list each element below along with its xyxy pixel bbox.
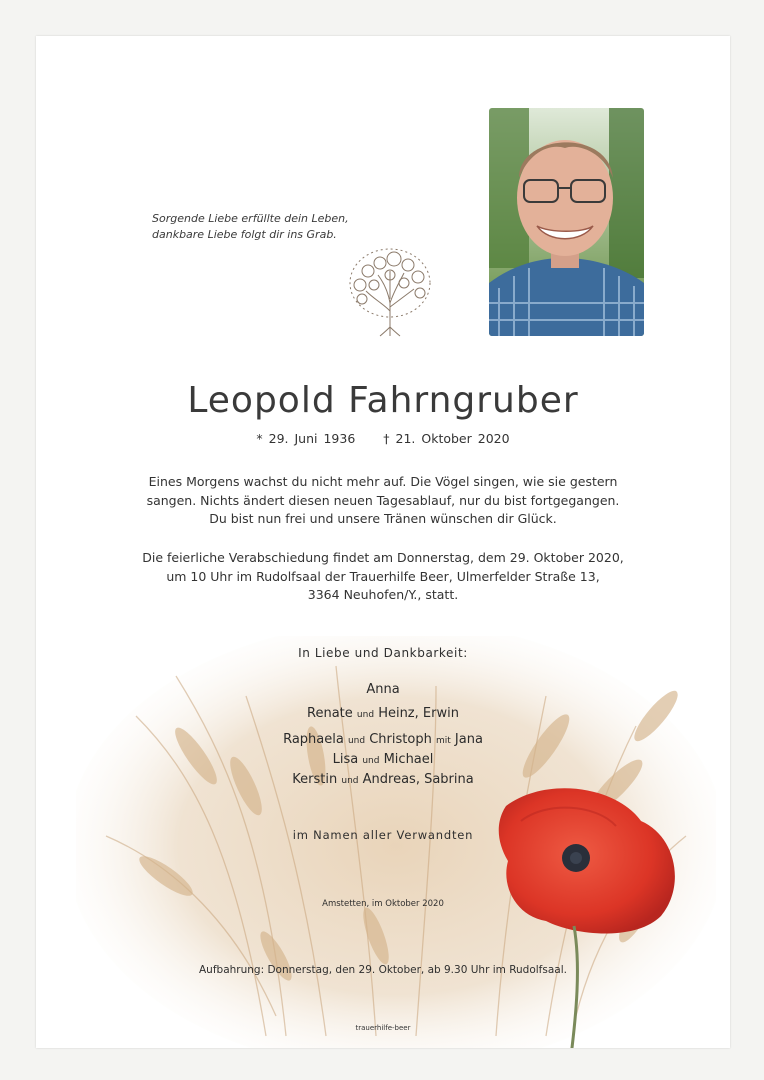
funeral-home-footer: trauerhilfe-beer	[355, 1024, 411, 1032]
conjunction: und	[341, 776, 359, 786]
quote-line-2: dankbare Liebe folgt dir ins Grab.	[152, 228, 337, 241]
wake-notice: Aufbahrung: Donnerstag, den 29. Oktober, ab 9.30 Uhr im Rudolfsaal.	[199, 964, 567, 976]
family-member: Anna	[366, 682, 400, 697]
conjunction: und	[347, 736, 366, 746]
family-member: Michael	[383, 752, 434, 767]
ceremony-line-1: Die feierliche Verabschiedung findet am Donnerstag, dem 29. Oktober 2020,	[142, 550, 624, 565]
conjunction: und	[356, 710, 375, 720]
death-date: † 21. Oktober 2020	[383, 431, 510, 446]
family-member: Jana	[454, 732, 483, 747]
poem-line-2: sangen. Nichts ändert diesen neuen Tagesablauf, nur du bist fortgegangen.	[146, 492, 620, 508]
conjunction: mit	[435, 736, 451, 746]
ceremony-text	[36, 549, 730, 605]
conjunction: und	[362, 756, 380, 766]
memorial-quote	[152, 211, 349, 243]
life-dates	[36, 431, 730, 446]
family-member: Andreas, Sabrina	[362, 772, 474, 787]
portrait-photo	[489, 108, 644, 336]
birth-date: * 29. Juni 1936	[256, 431, 356, 446]
family-row-4	[36, 752, 730, 767]
family-member: Kerstin	[292, 772, 338, 787]
family-row-1	[36, 682, 730, 697]
ceremony-line-3: 3364 Neuhofen/Y., statt.	[307, 587, 459, 602]
quote-line-1: Sorgende Liebe erfüllte dein Leben,	[152, 212, 349, 225]
obituary-sheet	[36, 36, 730, 1048]
family-row-3	[36, 732, 730, 747]
poem-text	[36, 473, 730, 529]
wheat-poppy-background	[76, 636, 716, 1048]
gratitude-heading: In Liebe und Dankbarkeit:	[298, 646, 468, 660]
poem-line-1: Eines Morgens wachst du nicht mehr auf. Die Vögel singen, wie sie gestern	[148, 474, 618, 489]
poem-line-3: Du bist nun frei und unsere Tränen wünschen dir Glück.	[209, 511, 557, 526]
family-row-2	[36, 706, 730, 721]
family-member: Lisa	[332, 752, 359, 767]
ceremony-line-2: um 10 Uhr im Rudolfsaal der Trauerhilfe Beer, Ulmerfelder Straße 13,	[166, 568, 600, 584]
family-member: Renate	[307, 706, 353, 721]
family-row-5	[36, 772, 730, 787]
family-member: Raphaela	[283, 732, 344, 747]
place-date: Amstetten, im Oktober 2020	[322, 899, 444, 909]
deceased-name: Leopold Fahrngruber	[187, 380, 579, 421]
family-member: Heinz, Erwin	[378, 706, 459, 721]
family-member: Christoph	[369, 732, 432, 747]
relatives-line: im Namen aller Verwandten	[292, 828, 474, 842]
tree-of-life-icon	[344, 241, 436, 341]
